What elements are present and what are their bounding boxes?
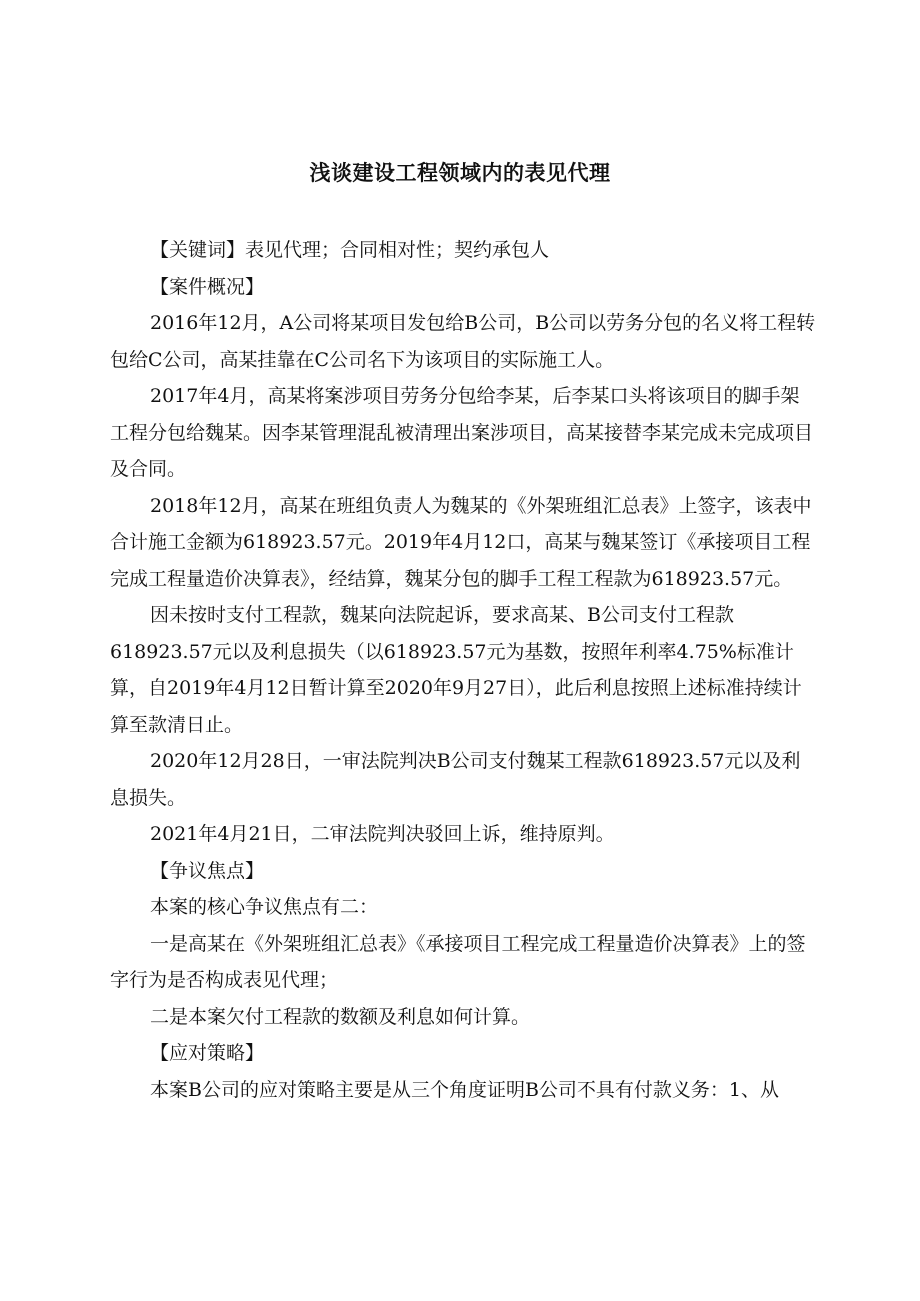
paragraph: 二是本案欠付工程款的数额及利息如何计算。 [150, 1005, 531, 1028]
keywords-line: 【关键词】表见代理；合同相对性；契约承包人 [150, 239, 550, 261]
section-heading-dispute-focus: 【争议焦点】 [150, 859, 265, 882]
paragraph: 2017年4月，高某将案涉项目劳务分包给李某，后李某口头将该项目的脚手架工程分包给魏某。因李某管理混乱被清理出案涉项目，高某接替李某完成未完成项目及合同。 [110, 385, 814, 480]
document-body [110, 232, 816, 1108]
paragraph: 2016年12月，A公司将某项目发包给B公司，B公司以劳务分包的名义将工程转包给C公司，高某挂靠在C公司名下为该项目的实际施工人。 [110, 312, 816, 371]
paragraph: 2020年12月28日，一审法院判决B公司支付魏某工程款618923.57元以及利息损失。 [110, 750, 801, 809]
paragraph: 本案B公司的应对策略主要是从三个角度证明B公司不具有付款义务：1、从 [150, 1078, 780, 1101]
paragraph: 一是高某在《外架班组汇总表》《承接项目工程完成工程量造价决算表》上的签字行为是否构成表见代理； [110, 932, 806, 991]
section-heading-case-overview: 【案件概况】 [150, 275, 265, 298]
section-heading-strategy: 【应对策略】 [150, 1042, 265, 1064]
document-title: 浅谈建设工程领域内的表见代理 [309, 161, 611, 185]
paragraph: 因未按时支付工程款，魏某向法院起诉，要求高某、B公司支付工程款618923.57元以及利息损失（以618923.57元为基数，按照年利率4.75%标准计算，自2019年4月12日暂计算至2020年9月27日），此后利息按照上述标准持续计算至款清日止。 [110, 604, 802, 736]
paragraph: 本案的核心争议焦点有二： [150, 896, 379, 918]
paragraph: 2018年12月，高某在班组负责人为魏某的《外架班组汇总表》上签字，该表中合计施工金额为618923.57元。2019年4月12口，高某与魏某签订《承接项目工程完成工程量造价决算表》，经结算，魏某分包的脚手工程工程款为618923.57元。 [110, 494, 812, 590]
paragraph: 2021年4月21日，二审法院判决驳回上诉，维持原判。 [150, 823, 615, 845]
